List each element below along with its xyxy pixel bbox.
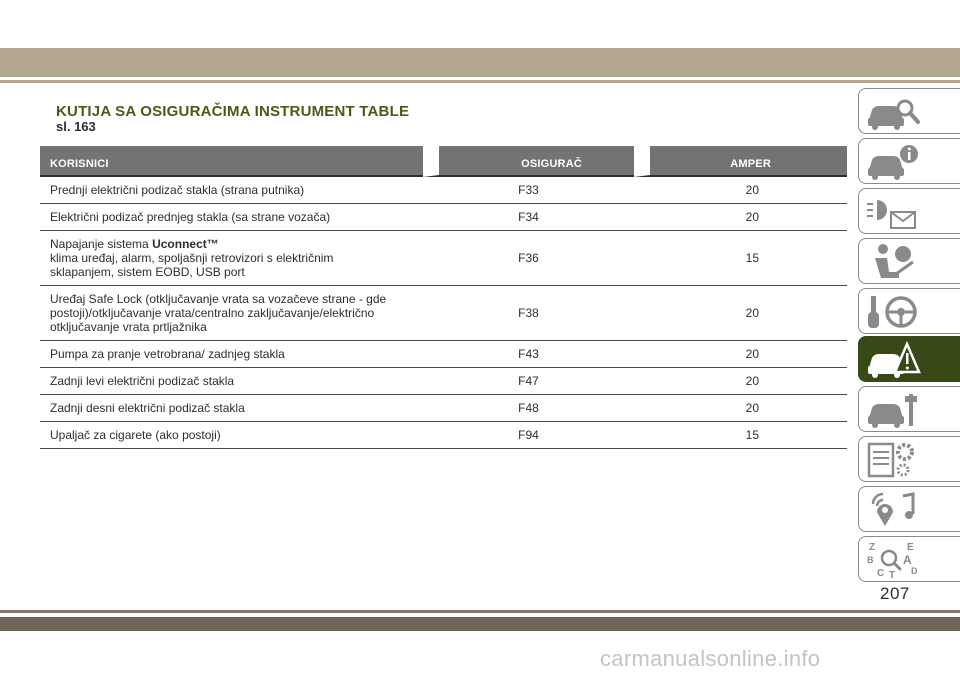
cell-user-line3: sklapanjem, sistem EOBD, USB port xyxy=(50,265,245,279)
cell-user-prefix: Napajanje sistema xyxy=(50,237,149,251)
table-header-row xyxy=(40,146,847,177)
document-gear-icon xyxy=(863,438,923,482)
tab-index[interactable] xyxy=(858,536,960,582)
table-row xyxy=(40,204,847,231)
tab-key-steering[interactable] xyxy=(858,288,960,334)
cell-amp: 20 xyxy=(634,395,847,422)
column-header-fuse: OSIGURAČ xyxy=(423,146,634,177)
figure-reference: sl. 163 xyxy=(56,119,96,134)
cell-user-line2: postoji)/otključavanje vrata/centralno zaključavanje/električno xyxy=(50,306,375,320)
index-letter: A xyxy=(903,553,912,567)
bottom-stripe xyxy=(0,610,960,613)
cell-fuse: F36 xyxy=(423,231,634,286)
cell-user-line1: Uređaj Safe Lock (otključavanje vrata sa vozačeve strane - gde xyxy=(50,292,387,306)
top-band xyxy=(0,48,960,77)
table-row xyxy=(40,231,847,286)
column-header-users: KORISNICI xyxy=(40,146,423,177)
table-row xyxy=(40,368,847,395)
car-warning-icon xyxy=(863,338,923,382)
cell-user-line2: klima uređaj, alarm, spoljašnji retrovizori s električnim xyxy=(50,251,334,265)
fuse-table xyxy=(40,146,847,449)
tab-media[interactable] xyxy=(858,486,960,532)
cell-amp: 20 xyxy=(634,177,847,204)
tab-car-tools[interactable] xyxy=(858,386,960,432)
media-icon xyxy=(863,488,923,532)
cell-amp: 20 xyxy=(634,286,847,341)
section-title: KUTIJA SA OSIGURAČIMA INSTRUMENT TABLE xyxy=(56,103,410,120)
car-info-icon xyxy=(863,140,923,184)
tab-document-gear[interactable] xyxy=(858,436,960,482)
cell-user: Električni podizač prednjeg stakla (sa strane vozača) xyxy=(40,204,423,231)
table-row xyxy=(40,286,847,341)
cell-user: Pumpa za pranje vetrobrana/ zadnjeg stakla xyxy=(40,341,423,368)
cell-amp: 15 xyxy=(634,422,847,449)
cell-fuse: F47 xyxy=(423,368,634,395)
cell-user: Zadnji desni električni podizač stakla xyxy=(40,395,423,422)
cell-user-strong: Uconnect™ xyxy=(152,237,219,251)
index-letter: D xyxy=(911,566,918,576)
bottom-band xyxy=(0,617,960,631)
index-letter: E xyxy=(907,542,914,553)
tab-car-warning[interactable] xyxy=(858,336,960,382)
table-row xyxy=(40,177,847,204)
cell-amp: 20 xyxy=(634,204,847,231)
cell-user xyxy=(40,231,423,286)
tab-car-info[interactable] xyxy=(858,138,960,184)
car-tools-icon xyxy=(863,388,923,432)
cell-user: Zadnji levi električni podizač stakla xyxy=(40,368,423,395)
cell-fuse: F94 xyxy=(423,422,634,449)
key-steering-icon xyxy=(863,290,923,334)
seat-airbag-icon xyxy=(863,240,923,284)
index-letter: C xyxy=(877,568,885,579)
tab-car-search[interactable] xyxy=(858,88,960,134)
tab-lights-message[interactable] xyxy=(858,188,960,234)
cell-fuse: F34 xyxy=(423,204,634,231)
column-header-amp: AMPER xyxy=(634,146,847,177)
index-letter: Z xyxy=(869,542,876,553)
index-letter: B xyxy=(867,555,874,565)
cell-fuse: F33 xyxy=(423,177,634,204)
lights-message-icon xyxy=(863,190,923,234)
tab-seat-airbag[interactable] xyxy=(858,238,960,284)
top-stripe xyxy=(0,80,960,83)
index-letter: T xyxy=(889,570,896,581)
table-row xyxy=(40,422,847,449)
page-number: 207 xyxy=(880,584,910,603)
cell-user: Prednji električni podizač stakla (strana putnika) xyxy=(40,177,423,204)
cell-amp: 20 xyxy=(634,368,847,395)
watermark[interactable]: carmanualsonline.info xyxy=(600,646,821,671)
table-row xyxy=(40,395,847,422)
cell-amp: 15 xyxy=(634,231,847,286)
index-icon xyxy=(863,538,923,582)
cell-fuse: F48 xyxy=(423,395,634,422)
table-row xyxy=(40,341,847,368)
cell-user-line3: otključavanje vrata prtljažnika xyxy=(50,320,207,334)
cell-fuse: F38 xyxy=(423,286,634,341)
cell-user xyxy=(40,286,423,341)
cell-user: Upaljač za cigarete (ako postoji) xyxy=(40,422,423,449)
cell-fuse: F43 xyxy=(423,341,634,368)
car-search-icon xyxy=(863,90,923,134)
cell-amp: 20 xyxy=(634,341,847,368)
